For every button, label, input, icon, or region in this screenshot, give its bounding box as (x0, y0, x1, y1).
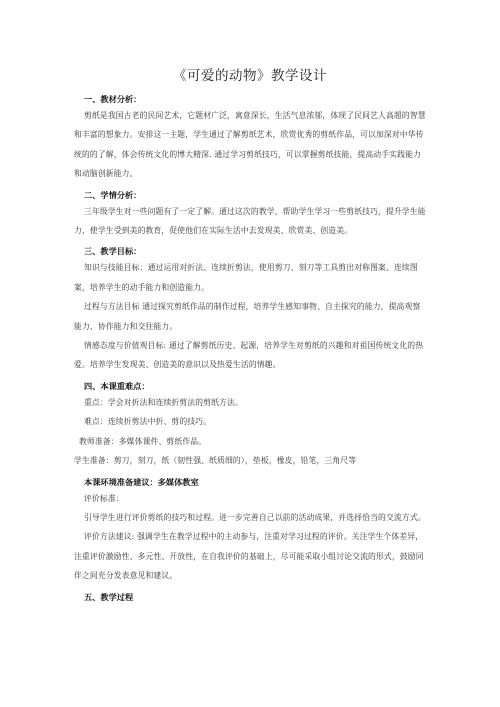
paragraph-key-point: 重点：学会对折法和连续折剪法的剪纸方法。 (84, 397, 243, 407)
section-heading-student-analysis: 二、学情分析： (84, 189, 142, 200)
paragraph-student-preparation: 学生准备：剪刀，刻刀，纸（韧性强、纸质细的），垫板，橡皮，铅笔，三角尺等 (74, 456, 357, 466)
section-heading-textbook-analysis: 一、教材分析： (84, 94, 142, 104)
section-heading-key-difficult-points: 四、本课重难点： (84, 380, 150, 391)
paragraph-process-method-objective: 过程与方法目标 通过探究剪纸作品的制作过程，培养学生感知事物、自主探究的能力，提高观察能力、协作能力和交往能力。 (74, 302, 421, 331)
paragraph-student-analysis: 三年级学生对一些问题有了一定了解。通过这次的教学，帮助学生学习一些剪纸技巧，提升学生能力，使学生受到美的教育，促使他们在实际生活中去发现美、欣赏美、创造美。 (74, 206, 426, 236)
section-heading-teaching-process: 五、教学过程 (84, 591, 134, 602)
paragraph-textbook-analysis: 剪纸是我国古老的民间艺术，它题材广泛，寓意深长，生活气息浓郁，体现了民间艺人高超的智慧和丰富的想象力。安排这一主题，学生通过了解剪纸艺术，欣赏优秀的剪纸作品，可以加深对中华传统的的了解，体会传统文化的博大精深. 通过学习剪纸技巧，可以掌握剪纸技能，提高动手实践能力和动脑创新能力。 (74, 111, 426, 179)
label-evaluation-standard: 评价标准： (84, 493, 124, 503)
paragraph-knowledge-skill-objective: 知识与技能目标：通过运用对折法、连续折剪法，使用剪刀、刻刀等工具剪出对称图案、连续图案，培养学生的动手能力和创造能力。 (74, 263, 418, 292)
paragraph-attitude-value-objective: 情感态度与价值观目标: 通过了解剪纸历史、起源，培养学生对剪纸的兴趣和对祖国传统文化的热爱。培养学生发现美、创造美的意识以及热爱生活的情趣。 (74, 341, 424, 370)
paragraph-teacher-preparation: 教师准备：多媒体课件、剪纸作品。 (79, 436, 207, 446)
page-title: 《可爱的动物》教学设计 (173, 68, 327, 84)
paragraph-evaluation-standard: 引导学生进行评价剪纸的技巧和过程。进一步完善自己以前的活动成果，并选择恰当的交流方式。 (84, 512, 426, 522)
section-heading-teaching-objectives: 三、教学目标： (84, 246, 142, 257)
paragraph-difficult-point: 难点：连续折剪法中折、剪的技巧。 (84, 417, 212, 427)
document-body (74, 92, 426, 604)
paragraph-evaluation-method: 评价方法建议: 强调学生在教学过程中的主动参与，注重对学习过程的评价。关注学生个体差异，注重评价激励性、多元性、开放性，在自我评价的基础上，尽可能采取小组讨论交流的形式，鼓励同伴之间充分发表意见和建议。 (74, 532, 424, 581)
section-heading-environment: 本课环境准备建议：多媒体教室 (84, 476, 199, 487)
